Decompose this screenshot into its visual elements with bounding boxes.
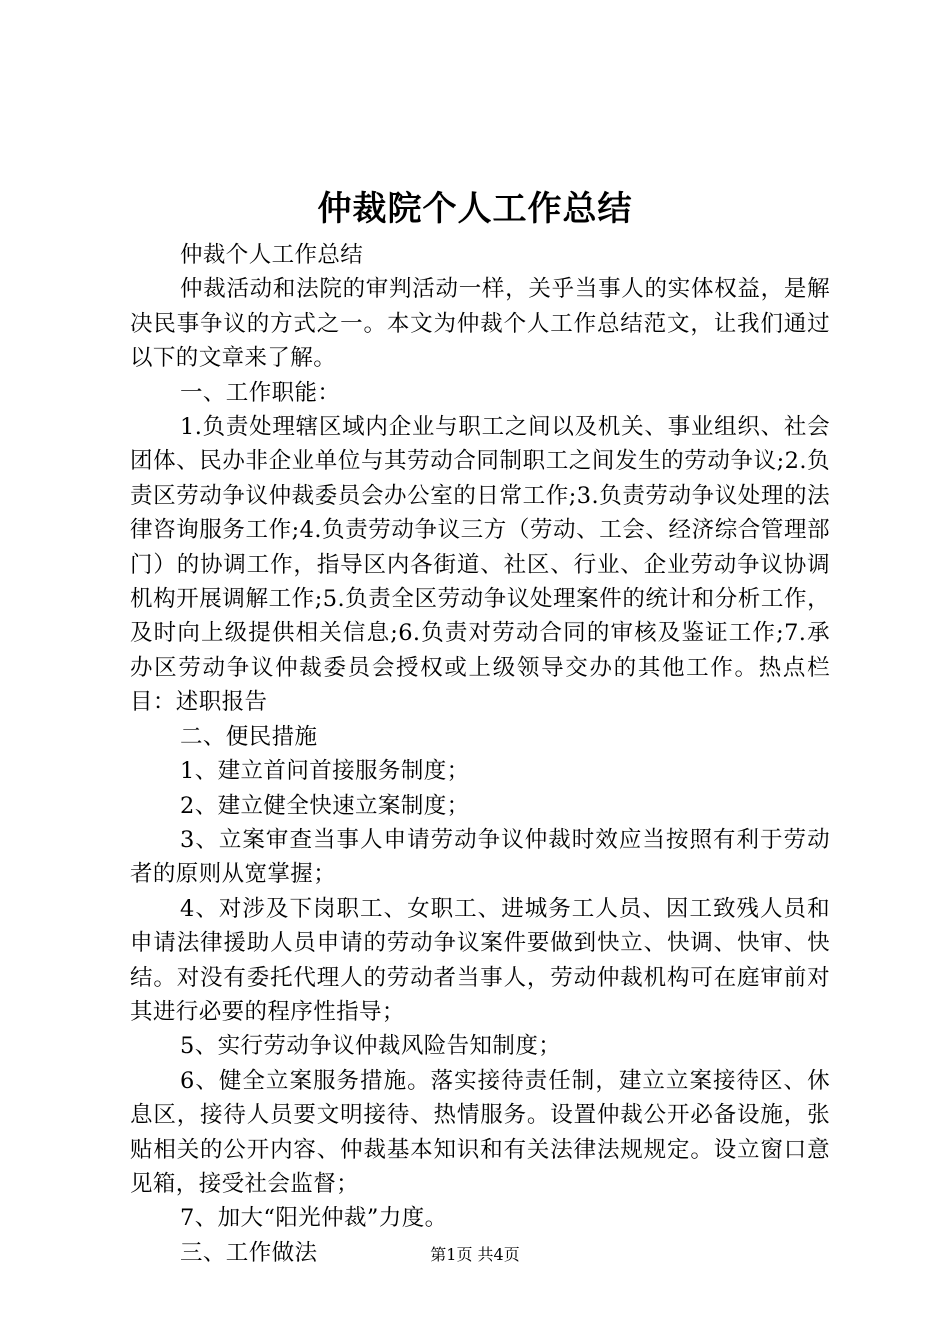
measure-item: 4、对涉及下岗职工、女职工、进城务工人员、因工致残人员和申请法律援助人员申请的劳动争议案件要做到快立、快调、快审、快结。对没有委托代理人的劳动者当事人，劳动仲裁机构可在庭审前对其进行必要的程序性指导； xyxy=(130,895,830,1025)
paragraph-duties: 1.负责处理辖区域内企业与职工之间以及机关、事业组织、社会团体、民办非企业单位与其劳动合同制职工之间发生的劳动争议;2.负责区劳动争议仲裁委员会办公室的日常工作;3.负责劳动争议处理的法律咨询服务工作;4.负责劳动争议三方（劳动、工会、经济综合管理部门）的协调工作，指导区内各街道、社区、行业、企业劳动争议协调机构开展调解工作;5.负责全区劳动争议处理案件的统计和分析工作，及时向上级提供相关信息;6.负责对劳动合同的审核及鉴证工作;7.承办区劳动争议仲裁委员会授权或上级领导交办的其他工作。热点栏目：述职报告 xyxy=(130,414,830,716)
measure-item: 2、建立健全快速立案制度； xyxy=(180,792,470,819)
section-heading-measures: 二、便民措施 xyxy=(180,723,318,750)
measure-item: 1、建立首问首接服务制度； xyxy=(180,758,470,785)
document-body xyxy=(130,238,830,1270)
page-number-footer: 第1页 共4页 xyxy=(430,1245,520,1264)
section-heading-practices: 三、工作做法 xyxy=(180,1239,318,1266)
section-heading-duties: 一、工作职能： xyxy=(180,379,341,406)
measure-item: 5、实行劳动争议仲裁风险告知制度； xyxy=(180,1033,562,1060)
page-title: 仲裁院个人工作总结 xyxy=(317,189,633,229)
paragraph-subtitle: 仲裁个人工作总结 xyxy=(180,242,364,268)
measure-item: 7、加大“阳光仲裁”力度。 xyxy=(180,1205,448,1232)
paragraph-intro: 仲裁活动和法院的审判活动一样，关乎当事人的实体权益，是解决民事争议的方式之一。本文为仲裁个人工作总结范文，让我们通过以下的文章来了解。 xyxy=(130,276,830,372)
measure-item: 6、健全立案服务措施。落实接待责任制，建立立案接待区、休息区，接待人员要文明接待、热情服务。设置仲裁公开必备设施，张贴相关的公开内容、仲裁基本知识和有关法律法规规定。设立窗口意见箱，接受社会监督； xyxy=(130,1067,830,1197)
measure-item: 3、立案审查当事人申请劳动争议仲裁时效应当按照有利于劳动者的原则从宽掌握； xyxy=(130,826,830,888)
